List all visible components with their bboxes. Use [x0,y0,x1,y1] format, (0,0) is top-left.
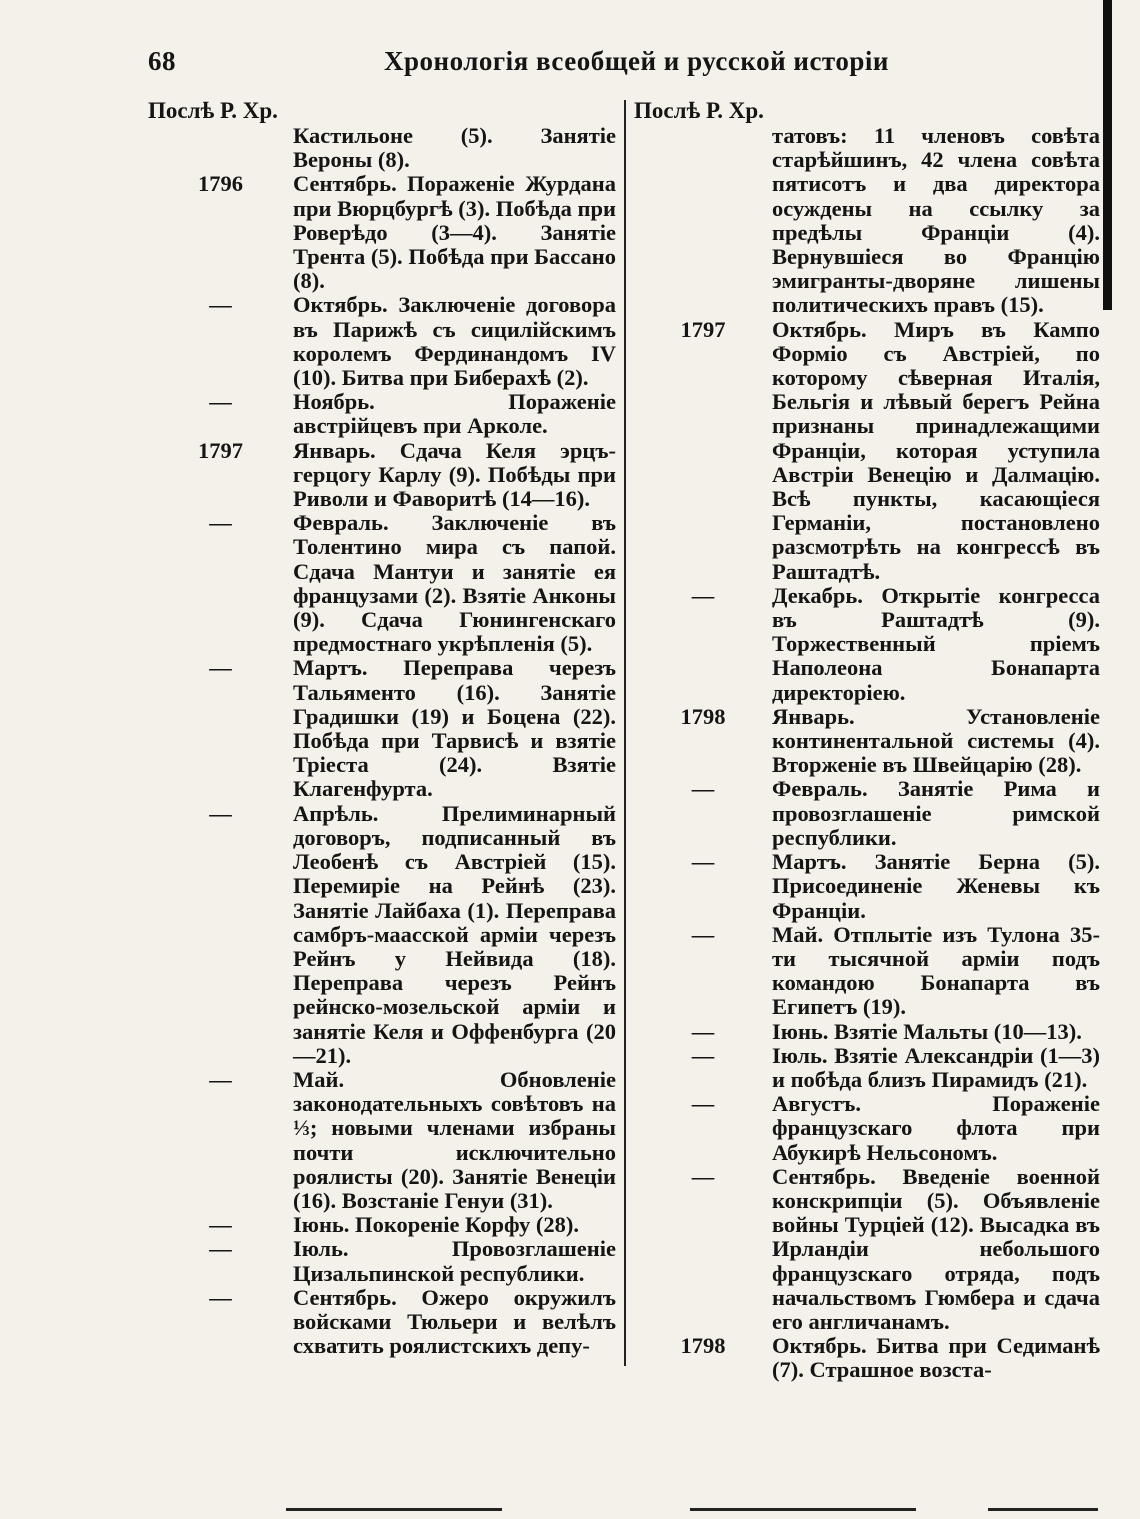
entry-text: Октябрь. Заключеніе договора въ Парижѣ съ сицилійскимъ королемъ Фердинандомъ IV (10). Битва при Биберахѣ (2). [293,292,616,391]
chronology-entry [148,1286,616,1359]
entry-year: 1797 [198,437,243,463]
entry-text: Январь. Установленіе континентальной системы (4). Вторженіе въ Швейцарію (28). [772,703,1100,778]
page-header [148,44,888,80]
column-heading: Послѣ Р. Хр. [634,98,764,123]
entry-year: 1797 [680,316,726,342]
entry-year: — [209,1236,232,1262]
entry-text: Декабрь. Открытіе конгресса въ Раштадтѣ (9). Торжественный пріемъ Наполеона Бонапарта директоріею. [772,582,1100,705]
footer-rule [988,1508,1098,1511]
page-title: Хронологія всеобщей и русской исторіи [384,46,889,76]
entry-text: Кастильоне (5). Занятіе Вероны (8). [293,123,616,173]
entry-year: — [209,1284,232,1310]
entry-text: Ноябрь. Пораженіе австрійцевъ при Арколе. [293,389,616,439]
chronology-entry [634,1044,1100,1092]
chronology-entry [148,293,616,390]
entry-year: — [691,776,715,802]
chronology-entry [148,1213,616,1237]
entry-text: Сентябрь. Введеніе военной конскрипціи (5). Объявленіе войны Турціей (12). Высадка въ Ирландіи небольшого французскаго отряда, подъ начальствомъ Гюмбера и сдача его англичанамъ. [772,1163,1100,1334]
chronology-entry [148,124,616,172]
chronology-entry [148,802,616,1068]
column-heading: Послѣ Р. Хр. [148,98,278,123]
entry-text: Мартъ. Переправа черезъ Тальяменто (16). Занятіе Градишки (19) и Боцена (22). Побѣда при Тарвисѣ и взятіе Тріеста (24). Взятіе Клагенфурта. [293,655,616,802]
entry-text: Январь. Сдача Келя эрцъ-герцогу Карлу (9). Побѣды при Риволи и Фаворитѣ (14—16). [293,437,616,512]
chronology-entry [634,1020,1100,1044]
chronology-entry [634,1092,1100,1165]
page-number: 68 [148,46,176,76]
entry-year: — [209,292,232,318]
entry-text: Май. Отплытіе изъ Тулона 35-ти тысячной арміи подъ командою Бонапарта въ Египетъ (19). [772,921,1100,1020]
entry-text: Іюль. Провозглашеніе Цизальпинской республики. [293,1236,616,1286]
footer-rule [690,1508,916,1511]
entry-text: Іюнь. Покореніе Корфу (28). [293,1212,580,1238]
entry-year: — [691,849,715,875]
entry-text: Августъ. Пораженіе французскаго флота при Абукирѣ Нельсономъ. [772,1091,1100,1165]
entry-year: — [691,582,715,608]
entry-text: Сентябрь. Ожеро окружилъ войсками Тюльери и велѣлъ схватить роялистскихъ депу- [293,1284,616,1359]
entry-year: — [691,1042,715,1068]
entry-year: — [209,1066,232,1092]
left-column [148,98,616,1358]
chronology-entry [148,172,616,293]
entry-text: Сентябрь. Пораженіе Журдана при Вюрцбургѣ (3). Побѣда при Роверѣдо (3—4). Занятіе Трента (5). Побѣда при Бассано (8). [293,171,616,294]
chronology-entry [148,1068,616,1213]
entry-year: — [691,921,715,947]
chronology-entry [634,1334,1100,1382]
entry-year [148,124,293,172]
footer-rule [286,1508,502,1511]
entry-year: — [209,510,232,536]
chronology-entry [148,390,616,438]
chronology-entry [148,439,616,512]
entry-text: Февраль. Занятіе Рима и провозглашеніе римской республики. [772,776,1100,850]
chronology-entry [634,923,1100,1020]
right-column [634,98,1100,1383]
entry-list [148,124,616,1358]
entry-text: Февраль. Заключеніе въ Толентино мира съ папой. Сдача Мантуи и занятіе ея французами (2). Взятіе Анконы (9). Сдача Гюнингенскаго предмостнаго укрѣпленія (5). [293,510,616,657]
entry-year [634,124,772,318]
entry-year: — [209,1212,232,1238]
entry-year: — [691,1163,715,1189]
column-divider [624,100,626,1366]
entry-text: Мартъ. Занятіе Берна (5). Присоединеніе Женевы къ Франціи. [772,849,1100,923]
chronology-entry [148,1237,616,1285]
chronology-entry [634,1165,1100,1334]
entry-text: Октябрь. Миръ въ Кампо Форміо съ Австріей, по которому сѣверная Италія, Бельгія и лѣвый берегъ Рейна признаны принадлежащими Франціи, которая уступила Австріи Венецію и Далмацію. Всѣ пункты, касающіеся Германіи, постановлено разсмотрѣть на конгрессѣ въ Раштадтѣ. [772,316,1100,584]
chronology-entry [634,124,1100,318]
entry-year: — [209,389,232,415]
entry-year: 1798 [680,703,726,729]
entry-year: — [209,655,232,681]
entry-text: Іюль. Взятіе Александріи (1—3) и побѣда близъ Пирамидъ (21). [772,1042,1100,1092]
chronology-entry [148,656,616,801]
entry-year: 1798 [680,1333,726,1359]
entry-text: Іюнь. Взятіе Мальты (10—13). [772,1018,1082,1044]
entry-year: — [209,800,232,826]
entry-list [634,124,1100,1383]
entry-year: — [691,1091,715,1117]
chronology-entry [634,705,1100,778]
entry-text: Апрѣль. Прелиминарный договоръ, подписанный въ Леобенѣ съ Австріей (15). Перемиріе на Рейнѣ (23). Занятіе Лайбаха (1). Переправа самбръ-маасской арміи черезъ Рейнъ у Нейвида (18). Переправа черезъ Рейнъ рейнско-мозельской арміи и занятіе Келя и Оффенбурга (20—21). [293,800,616,1068]
chronology-entry [148,511,616,656]
entry-year: 1796 [198,171,243,197]
entry-text: татовъ: 11 членовъ совѣта старѣйшинъ, 42 члена совѣта пятисотъ и два директора осуждены на ссылку за предѣлы Франціи (4). Вернувшіеся во Францію эмигранты-дворяне лишены политическихъ правъ (15). [772,123,1100,318]
entry-text: Май. Обновленіе законодательныхъ совѣтовъ на ⅓; новыми членами избраны почти исключительно роялисты (20). Занятіе Венеціи (16). Возстаніе Генуи (31). [293,1066,616,1213]
edge-rule [1103,0,1112,310]
chronology-entry [634,850,1100,923]
chronology-entry [634,318,1100,584]
chronology-entry [634,584,1100,705]
chronology-entry [634,777,1100,850]
entry-year: — [691,1018,715,1044]
entry-text: Октябрь. Битва при Седиманѣ (7). Страшное возста- [772,1333,1100,1383]
